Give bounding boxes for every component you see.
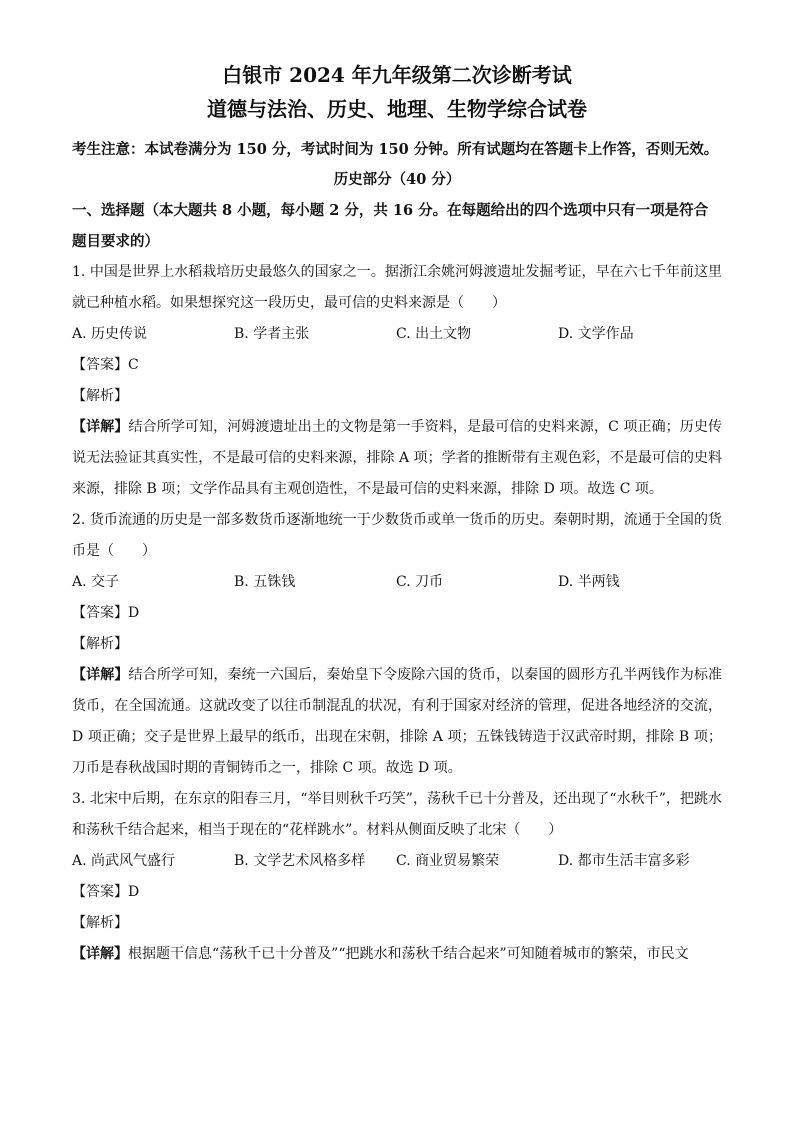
exam-title: 白银市 2024 年九年级第二次诊断考试 bbox=[222, 63, 572, 87]
exam-page bbox=[72, 62, 722, 970]
option-row bbox=[72, 567, 722, 598]
option-c: C. 刀币 bbox=[396, 574, 444, 590]
analysis-label: 【解析】 bbox=[72, 636, 128, 652]
explanation-text: 结合所学可知，秦统一六国后，秦始皇下令废除六国的货币，以秦国的圆形方孔半两钱作为标准货币，在全国流通。这就改变了以往币制混乱的状况，有利于国家对经济的管理，促进各地经济的交流，D 项正确；交子是世界上最早的纸币，出现在宋朝，排除 A 项；五铢钱铸造于汉武帝时期，排除 B 项；刀币是春秋战国时期的青铜铸币之一，排除 C 项。故选 D 项。 bbox=[72, 667, 723, 776]
candidate-notice: 考生注意：本试卷满分为 150 分，考试时间为 150 分钟。所有试题均在答题卡上作答，否则无效。 bbox=[72, 141, 719, 158]
option-row bbox=[72, 846, 722, 877]
answer: 【答案】C bbox=[72, 357, 139, 373]
explanation-label: 【详解】 bbox=[72, 419, 129, 435]
question-stem: 3. 北宋中后期，在东京的阳春三月，“举目则秋千巧笑”，荡秋千已十分普及，还出现了“水秋千”，把跳水和荡秋千结合起来，相当于现在的“花样跳水”。材料从侧面反映了北宋（ ） bbox=[72, 791, 722, 838]
option-b: B. 文学艺术风格多样 bbox=[234, 853, 366, 869]
option-b: B. 学者主张 bbox=[234, 326, 310, 342]
option-c: C. 出土文物 bbox=[396, 326, 472, 342]
explanation-label: 【详解】 bbox=[72, 946, 128, 962]
question-1 bbox=[72, 257, 722, 505]
option-d: D. 文学作品 bbox=[558, 326, 634, 342]
explanation-label: 【详解】 bbox=[72, 667, 129, 683]
answer: 【答案】D bbox=[72, 884, 140, 900]
option-row bbox=[72, 319, 722, 350]
explanation bbox=[72, 412, 722, 505]
option-d: D. 都市生活丰富多彩 bbox=[558, 853, 690, 869]
question-3 bbox=[72, 784, 722, 970]
explanation bbox=[72, 660, 722, 784]
option-a: A. 历史传说 bbox=[72, 326, 148, 342]
section-title: 历史部分（40 分） bbox=[333, 171, 461, 188]
option-c: C. 商业贸易繁荣 bbox=[396, 853, 500, 869]
part-heading: 一、选择题（本大题共 8 小题，每小题 2 分，共 16 分。在每题给出的四个选项中只有一项是符合题目要求的） bbox=[72, 202, 709, 250]
question-stem: 1. 中国是世界上水稻栽培历史最悠久的国家之一。据浙江余姚河姆渡遗址发掘考证，早在六七千年前这里就已种植水稻。如果想探究这一段历史，最可信的史料来源是（ ） bbox=[72, 264, 722, 311]
option-d: D. 半两钱 bbox=[558, 574, 620, 590]
explanation-text: 结合所学可知，河姆渡遗址出土的文物是第一手资料，是最可信的史料来源，C 项正确；历史传说无法验证其真实性，不是最可信的史料来源，排除 A 项；学者的推断带有主观色彩，不是最可信的史料来源，排除 B 项；文学作品具有主观创造性，不是最可信的史料来源，排除 D 项。故选 C 项。 bbox=[72, 419, 722, 497]
explanation bbox=[72, 939, 722, 970]
option-b: B. 五铢钱 bbox=[234, 574, 296, 590]
option-a: A. 交子 bbox=[72, 574, 120, 590]
answer: 【答案】D bbox=[72, 605, 140, 621]
question-stem: 2. 货币流通的历史是一部多数货币逐渐地统一于少数货币或单一货币的历史。秦朝时期，流通于全国的货币是（ ） bbox=[72, 512, 722, 559]
explanation-text: 根据题干信息“荡秋千已十分普及”“把跳水和荡秋千结合起来”可知随着城市的繁荣，市民文 bbox=[128, 946, 689, 962]
analysis-label: 【解析】 bbox=[72, 915, 128, 931]
question-2 bbox=[72, 505, 722, 784]
option-a: A. 尚武风气盛行 bbox=[72, 853, 176, 869]
exam-subtitle: 道德与法治、历史、地理、生物学综合试卷 bbox=[207, 97, 587, 121]
analysis-label: 【解析】 bbox=[72, 388, 128, 404]
